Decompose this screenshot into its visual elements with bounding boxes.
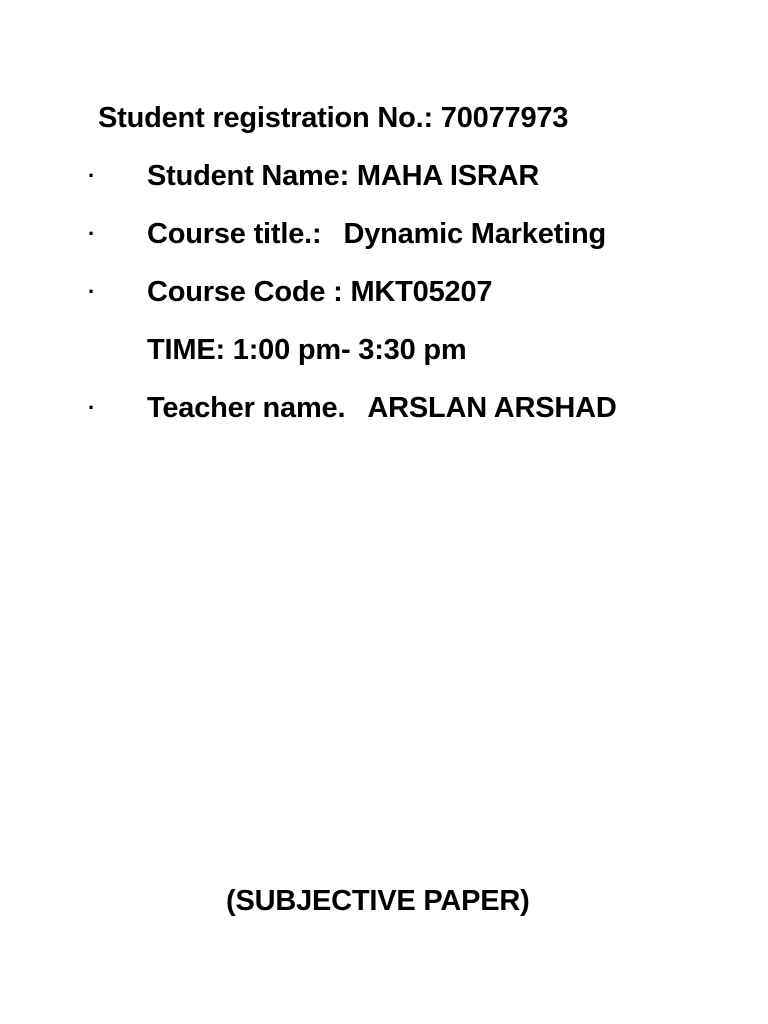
course-code: Course Code : MKT05207 [147,276,493,308]
teacher-name [147,390,617,426]
paper-type: (SUBJECTIVE PAPER) [226,885,530,917]
bullet-course-title: · [88,221,96,246]
teacher-name-value: ARSLAN ARSHAD [367,392,617,424]
bullet-course-code: · [88,279,96,304]
registration-number: Student registration No.: 70077973 [98,102,569,134]
bullet-teacher-name: · [88,395,96,420]
course-title-label: Course title.: [147,218,322,250]
bullet-student-name: · [88,163,96,188]
exam-time: TIME: 1:00 pm- 3:30 pm [147,334,467,366]
teacher-name-label: Teacher name. [147,392,346,424]
student-name: Student Name: MAHA ISRAR [147,160,540,192]
course-title [147,216,606,252]
course-title-value: Dynamic Marketing [343,218,606,250]
